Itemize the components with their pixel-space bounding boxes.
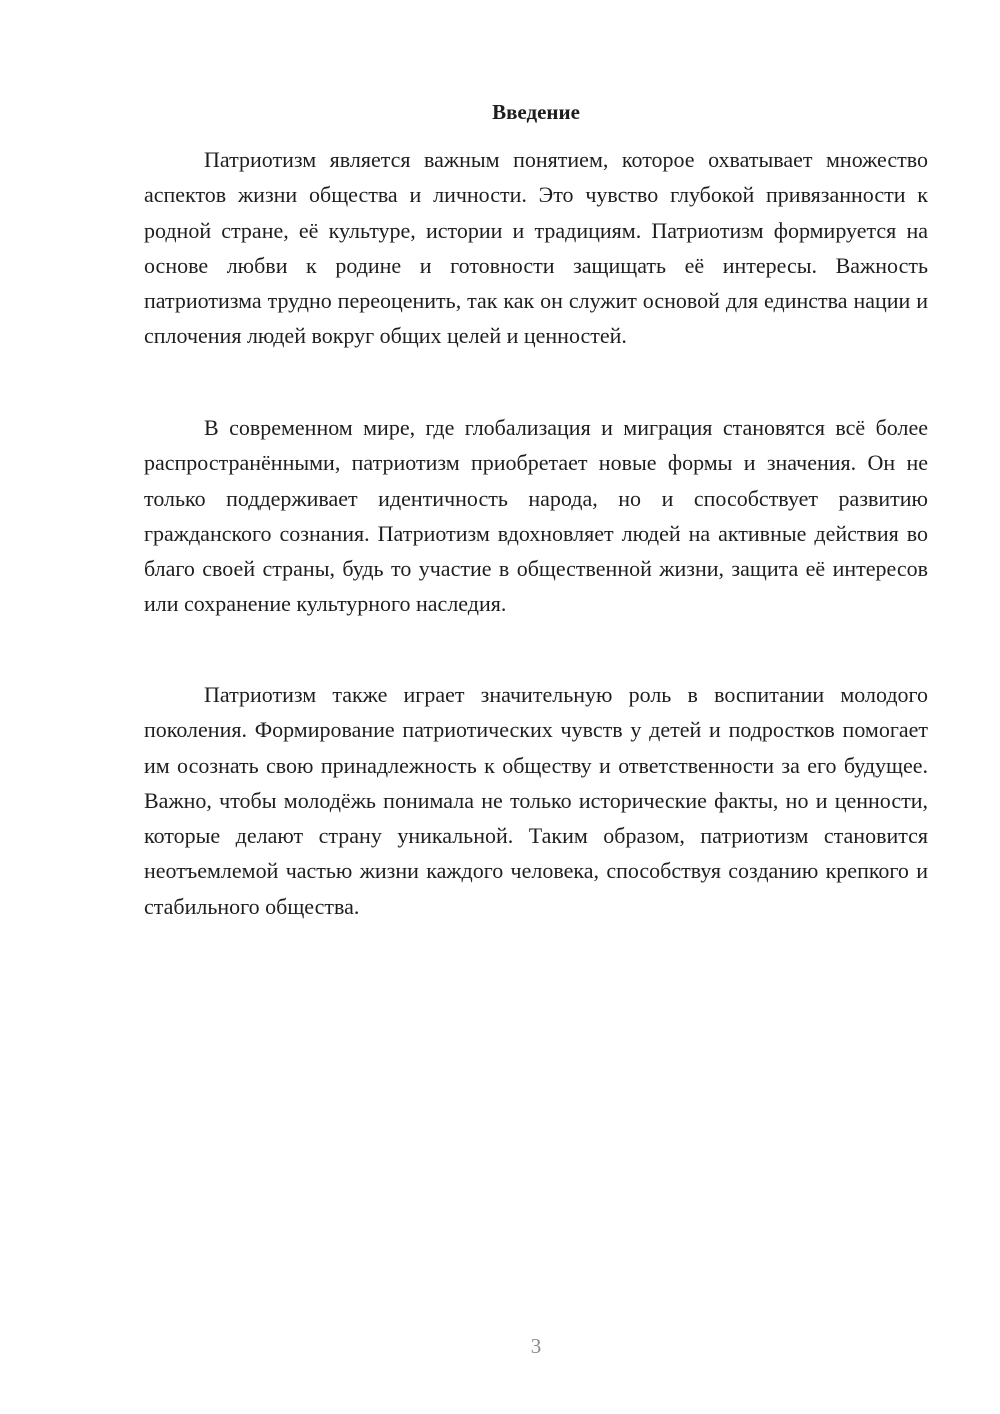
paragraph-3: Патриотизм также играет значительную роль в воспитании молодого поколения. Формирование патриотических чувств у детей и подростков помогает им осознать свою принадлежность к обществу и ответственности за его будущее. Важно, чтобы молодёжь понимала не только исторические факты, но и ценности, которые делают страну уникальной. Таким образом, патриотизм становится неотъемлемой частью жизни каждого человека, способствуя созданию крепкого и стабильного общества. [144, 682, 928, 919]
page-title: Введение [492, 100, 580, 124]
page-number: 3 [530, 1334, 542, 1358]
paragraph-1: Патриотизм является важным понятием, которое охватывает множество аспектов жизни общества и личности. Это чувство глубокой привязанности к родной стране, её культуре, истории и традициям. Патриотизм формируется на основе любви к родине и готовности защищать её интересы. Важность патриотизма трудно переоценить, так как он служит основой для единства нации и сплочения людей вокруг общих целей и ценностей. [144, 147, 928, 349]
paragraph-2: В современном мире, где глобализация и миграция становятся всё более распространёнными, патриотизм приобретает новые формы и значения. Он не только поддерживает идентичность народа, но и способствует развитию гражданского сознания. Патриотизм вдохновляет людей на активные действия во благо своей страны, будь то участие в общественной жизни, защита её интересов или сохранение культурного наследия. [144, 415, 928, 617]
